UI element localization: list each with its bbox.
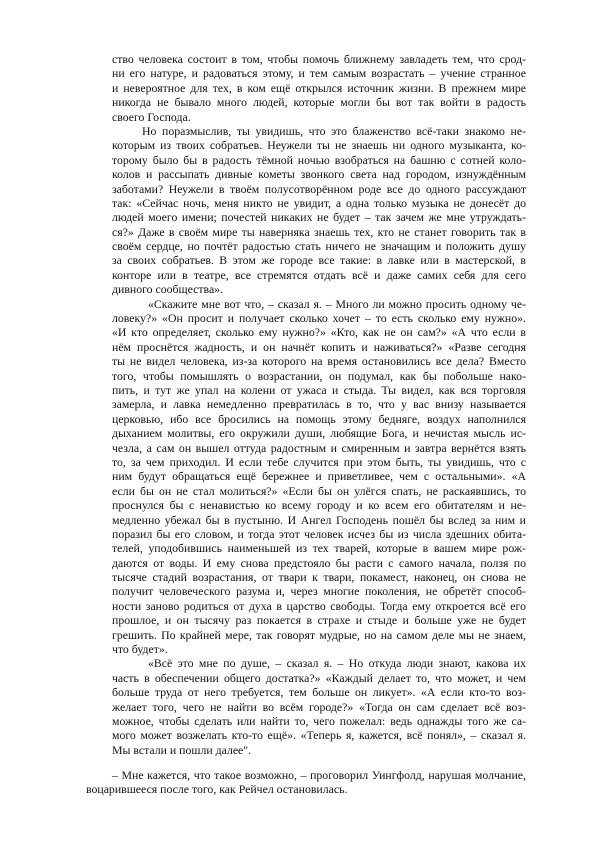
text-line: «Всё это мне по душе, – сказал я. – Но откуда люди знают, какова их bbox=[148, 656, 526, 671]
text-line: ности заново родиться от духа в царство свободы. Тогда ему откроется всё его bbox=[112, 598, 526, 613]
text-line: больше труда от него требуется, тем больше он ликует». «А если кто-то воз- bbox=[112, 685, 526, 700]
text-line: воцарившееся после того, как Рейчел остановилась. bbox=[86, 782, 348, 797]
text-line: грешить. По крайней мере, так говорят мудрые, но на самом деле мы не знаем, bbox=[112, 627, 526, 642]
text-line: ство человека состоит в том, чтобы помочь ближнему завладеть тем, что срод- bbox=[112, 52, 526, 66]
text-line: и невероятное для тех, в ком ещё открылся источник жизни. В прежнем мире bbox=[112, 80, 526, 95]
text-line: конторе или в театре, все стремятся отдать всё и даже самих себя для сего bbox=[112, 267, 526, 282]
text-line: дивного сообщества». bbox=[112, 282, 224, 297]
text-line: мого может возжелать кто-то ещё». «Теперь я, кажется, всё понял», – сказал я. bbox=[112, 728, 526, 743]
paragraph-1 bbox=[112, 52, 526, 124]
text-line: ни его натуре, и радоваться этому, и тем самым возрастать – учение странное bbox=[112, 66, 526, 81]
text-line: то, за чем приходил. И если тебе случится при этом быть, ты увидишь, что с bbox=[112, 454, 526, 469]
text-line: того, чтобы помышлять о возрастании, он подумал, как бы побольше нако- bbox=[112, 368, 526, 383]
text-line: получит человеческого разума и, через многие поколения, не обретёт способ- bbox=[112, 584, 526, 599]
paragraph-3 bbox=[112, 297, 526, 657]
text-line: дыханием молитвы, его окружили души, любящие Бога, и нечистая мысль ис- bbox=[112, 426, 526, 441]
text-line: ловеку?» «Он просит и получает сколько хочет – то есть сколько ему нужно». bbox=[112, 311, 526, 326]
text-line: что будет». bbox=[112, 642, 168, 657]
text-line: замерла, и лавка немедленно превратилась в то, что у вас внизу называется bbox=[112, 397, 526, 412]
text-line: колов и рассыпать дивные кометы звонкого света над городом, изнуждённым bbox=[112, 167, 526, 182]
paragraph-4 bbox=[112, 656, 526, 757]
text-line: Но поразмыслив, ты увидишь, что это блаженство всё-таки знакомо не- bbox=[142, 123, 526, 138]
text-line: за своих собратьев. В этом же городе все такие: в лавке или в мастерской, в bbox=[112, 253, 526, 268]
text-line: которым из твоих собратьев. Неужели ты не знаешь ни одного музыканта, ко- bbox=[112, 138, 526, 153]
text-line: телей, уподобившись наименьшей из тех тварей, которые в вашем мире рож- bbox=[112, 541, 526, 556]
text-line: нём проснётся жадность, и он начнёт копить и наживаться?» «Разве сегодня bbox=[112, 339, 526, 354]
text-line: «Скажите мне вот что, – сказал я. – Много ли можно просить одному че- bbox=[148, 296, 526, 311]
text-line: – Мне кажется, что такое возможно, – проговорил Уингфолд, нарушая молчание, bbox=[112, 768, 526, 782]
text-column bbox=[112, 52, 526, 757]
text-line: ты не видел человека, из-за которого на время остановились все дела? Вместо bbox=[112, 354, 526, 369]
text-line: чезла, а сам он вышел оттуда радостным и смиренным и завтра вернётся взять bbox=[112, 440, 526, 455]
closing-paragraph bbox=[86, 768, 526, 797]
text-line: торому было бы в радость тёмной ночью взобраться на башню с сотней коло- bbox=[112, 152, 526, 167]
text-line: поразил бы его словом, и тогда этот человек исчез бы из числа здешних обита- bbox=[112, 526, 526, 541]
text-line: пить, и тут же упал на колени от ужаса и стыда. Ты видел, как вся торговля bbox=[112, 382, 526, 397]
text-line: медленно убежал бы в пустыню. И Ангел Господень пошёл бы вслед за ним и bbox=[112, 512, 526, 527]
text-line: Мы встали и пошли далее". bbox=[112, 742, 252, 757]
text-line: часть в обеспечении общего достатка?» «Каждый делает то, что может, и чем bbox=[112, 670, 526, 685]
text-line: людей моего имени; почестей никаких не будет – так зачем же мне утруждать- bbox=[112, 210, 526, 225]
text-line: ся?» Даже в своём мире ты наверняка знаешь тех, кто не станет говорить так в bbox=[112, 224, 526, 239]
text-line: тысяче стадий возрастания, от твари к твари, покамест, наконец, он снова не bbox=[112, 570, 526, 585]
text-line: своём сердце, но почтёт радостью стать ничего не значащим и положить душу bbox=[112, 239, 526, 254]
text-line: никогда не бывало много людей, которые могли бы вот так войти в радость bbox=[112, 95, 526, 110]
text-line: прошлое, и он тысячу раз покается в страхе и стыде и больше уже не будет bbox=[112, 613, 526, 628]
text-line: если бы он не стал молиться?» «Если бы он улёгся спать, не раскаявшись, то bbox=[112, 483, 526, 498]
text-line: «И кто определяет, сколько ему нужно?» «Кто, как не он сам?» «А что если в bbox=[112, 325, 526, 340]
text-line: даются от воды. И ему снова предстояло бы расти с самого начала, ползя по bbox=[112, 555, 526, 570]
text-line: так: «Сейчас ночь, меня никто не увидит, а одна только музыка не донесёт до bbox=[112, 195, 526, 210]
text-line: заботами? Неужели в твоём полусотворённом роде все до одного рассуждают bbox=[112, 181, 526, 196]
text-line: желает того, чего не найти во всём городе?» «Тогда он сам сделает всё воз- bbox=[112, 699, 526, 714]
text-line: можное, чтобы сделать или найти то, чего пожелал: ведь однажды того же са- bbox=[112, 713, 526, 728]
text-line: своего Господа. bbox=[112, 109, 191, 124]
text-line: ним будут обращаться ещё бережнее и приветливее, чем с остальными». «А bbox=[112, 469, 526, 484]
text-line: проснулся бы с ненавистью ко всему городу и ко всем его обитателям и не- bbox=[112, 498, 526, 513]
paragraph-2 bbox=[112, 124, 526, 297]
text-line: церковью, ибо все бросились на помощь этому бедняге, воздух наполнился bbox=[112, 411, 526, 426]
